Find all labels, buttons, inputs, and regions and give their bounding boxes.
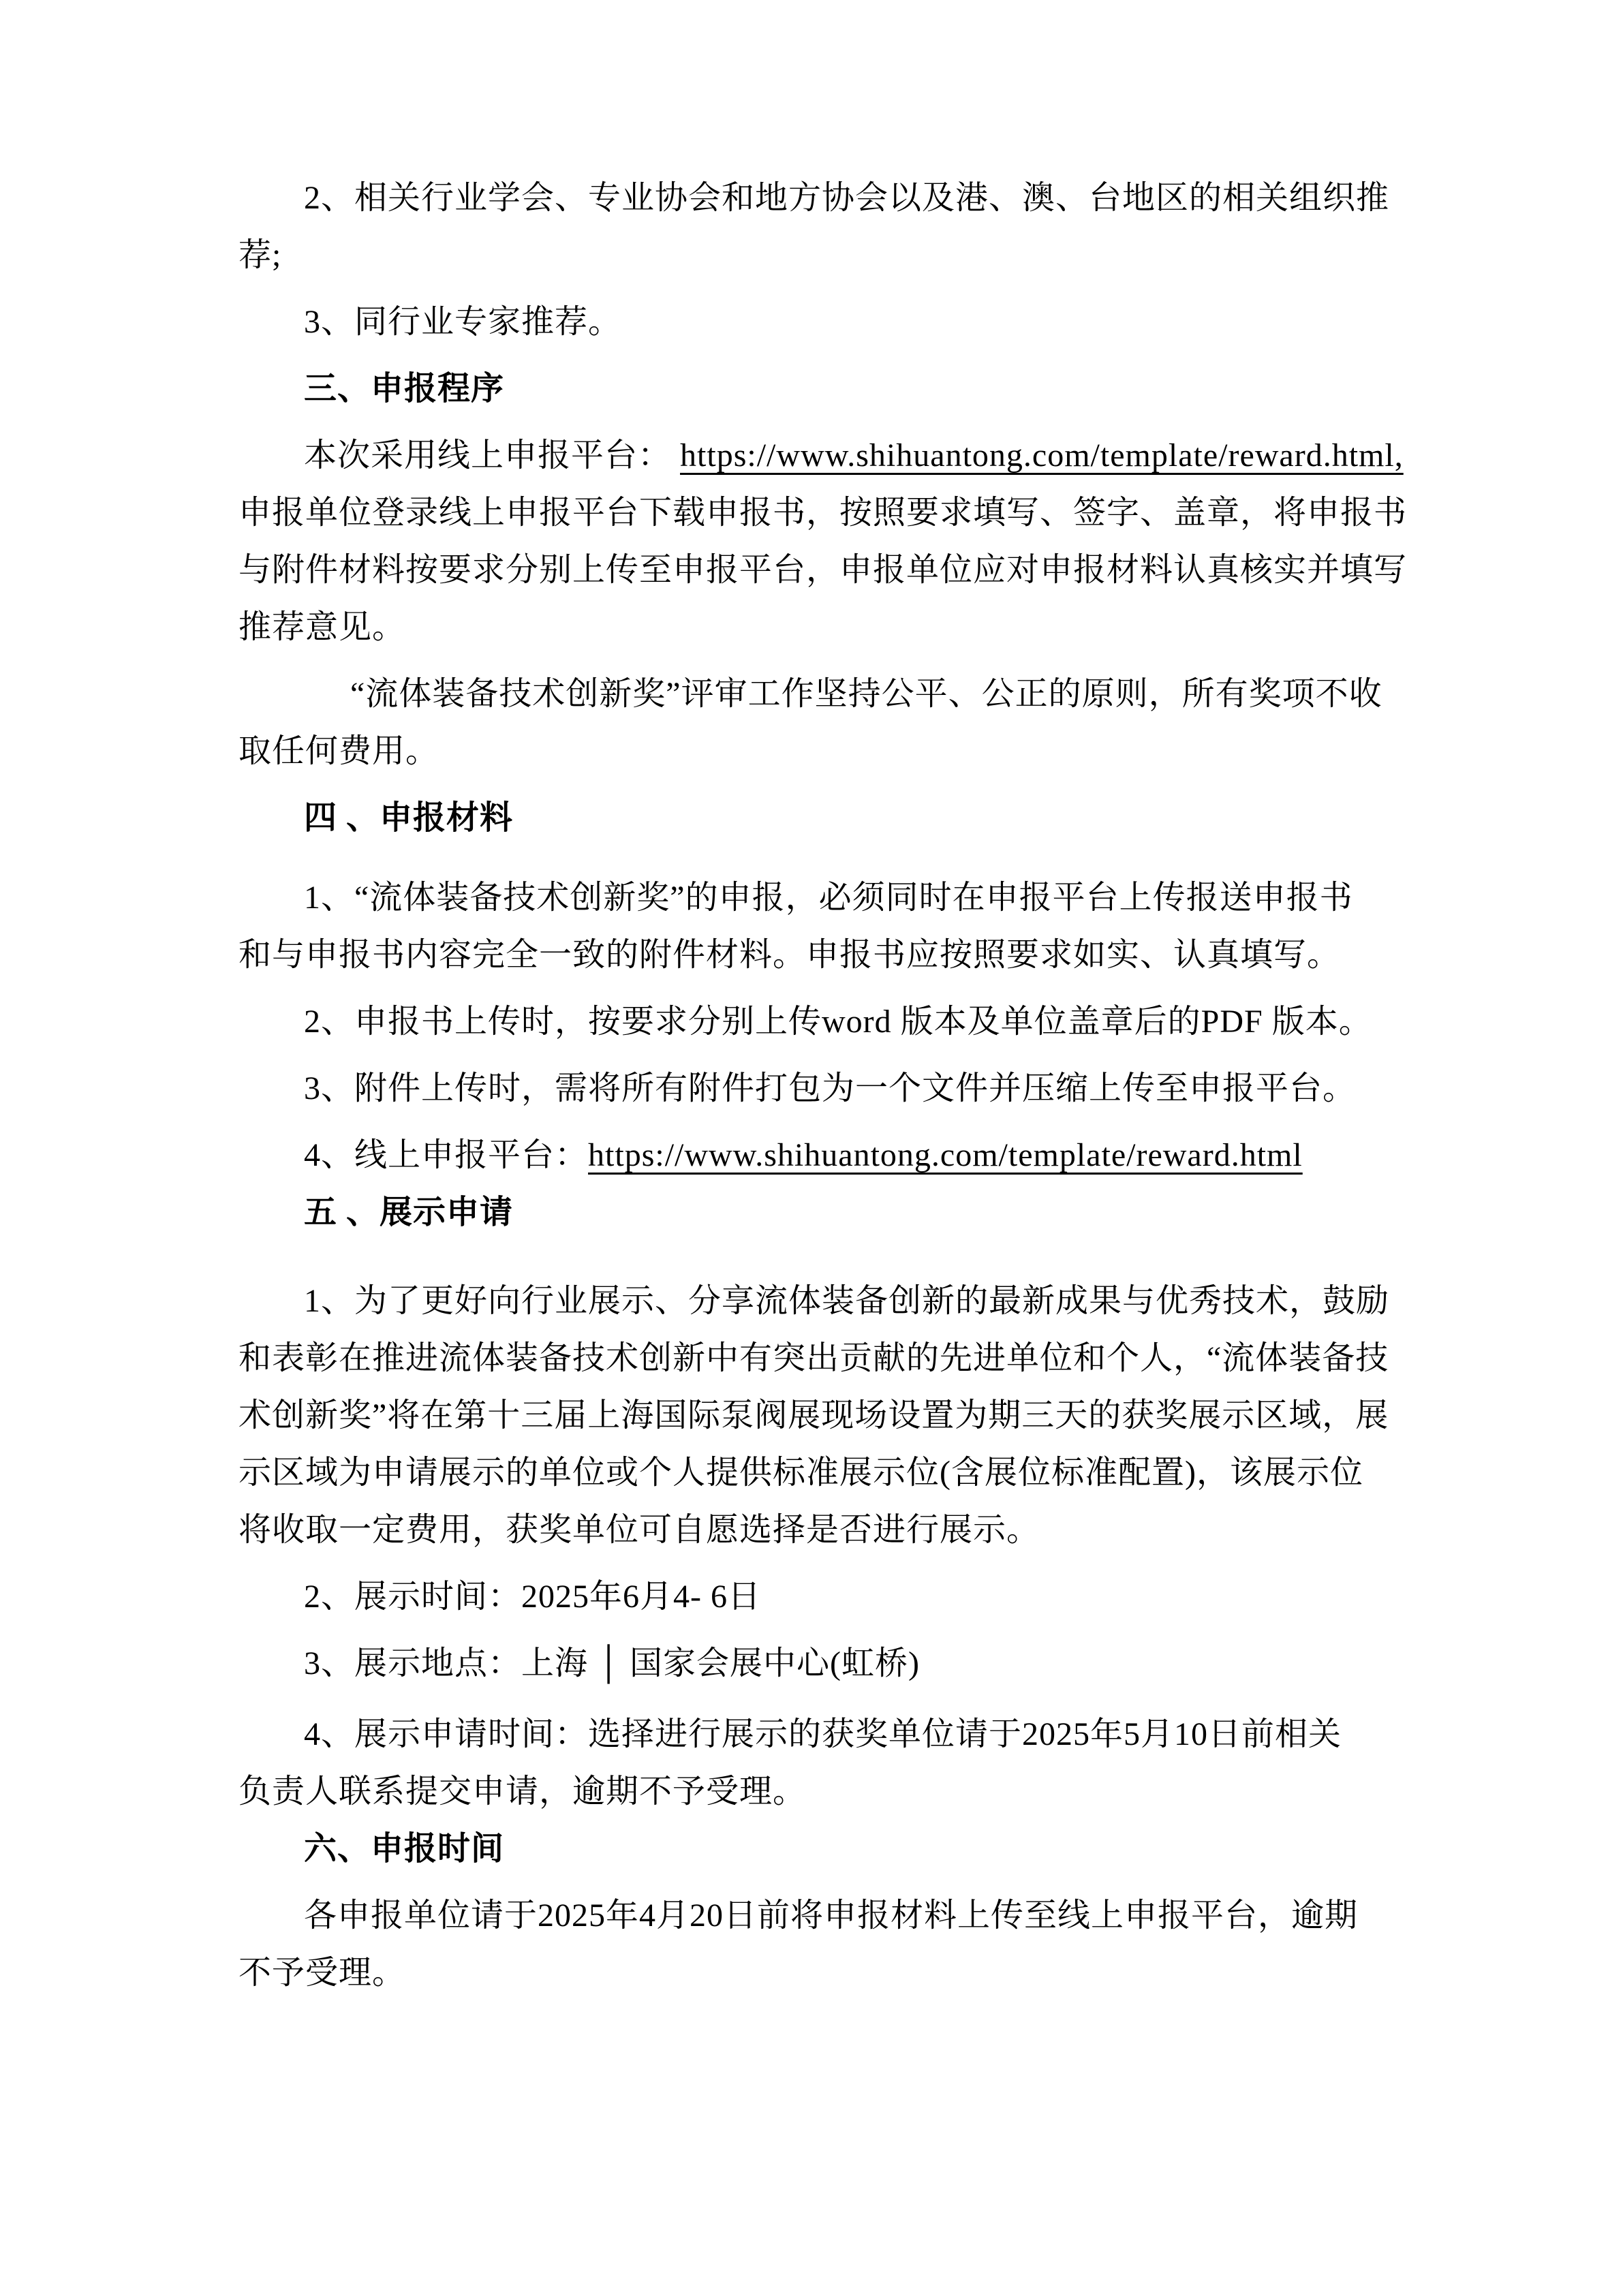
text-segment: 荐;: [238, 237, 282, 273]
text-line: [238, 170, 1421, 227]
text-line: [238, 1330, 1421, 1387]
text-segment: 推荐意见。: [238, 609, 406, 645]
text-line: [238, 1387, 1421, 1444]
text-line: [238, 1706, 1421, 1763]
paragraph: [238, 1706, 1421, 1820]
text-line: [238, 1635, 1421, 1692]
text-segment: 4、展示申请时间：选择进行展示的获奖单位请于2025年5月10日前相关: [304, 1716, 1342, 1752]
text-line: [238, 869, 1421, 927]
text-segment: 和与申报书内容完全一致的附件材料。申报书应按照要求如实、认真填写。: [238, 937, 1341, 973]
text-segment: 本次采用线上申报平台：: [304, 437, 681, 474]
section-heading: [238, 1184, 1421, 1241]
text-line: [238, 1127, 1421, 1184]
text-line: [238, 599, 1421, 656]
text-segment: 与附件材料按要求分别上传至申报平台，申报单位应对申报材料认真核实并填写: [238, 552, 1408, 588]
text-segment: 和表彰在推进流体装备技术创新中有突出贡献的先进单位和个人，“流体装备技: [238, 1340, 1389, 1376]
text-line: [238, 294, 1421, 351]
text-line: [238, 1273, 1421, 1330]
text-segment: 1、“流体装备技术创新奖”的申报，必须同时在申报平台上传报送申报书: [304, 880, 1353, 916]
text-line: [238, 927, 1421, 984]
text-segment: 2、申报书上传时，按要求分别上传word 版本及单位盖章后的PDF 版本。: [304, 1004, 1372, 1040]
text-line: [238, 427, 1421, 484]
text-line: [238, 1502, 1421, 1559]
paragraph: [238, 869, 1421, 984]
text-line: [238, 1944, 1421, 2002]
heading-line: [238, 790, 1421, 847]
section-heading: [238, 1820, 1421, 1878]
text-segment: 取任何费用。: [238, 733, 439, 769]
text-segment: 1、为了更好向行业展示、分享流体装备创新的最新成果与优秀技术，鼓励: [304, 1283, 1390, 1319]
document-body: [238, 170, 1421, 2002]
text-segment: 3、展示地点：上海 │ 国家会展中心(虹桥): [304, 1645, 920, 1681]
paragraph: [238, 1127, 1421, 1184]
text-line: [238, 484, 1421, 542]
text-line: [238, 723, 1421, 780]
text-segment: 四 、申报材料: [304, 800, 514, 836]
text-segment: 术创新奖”将在第十三届上海国际泵阀展现场设置为期三天的获奖展示区域，展: [238, 1397, 1389, 1433]
text-segment: 示区域为申请展示的单位或个人提供标准展示位(含展位标准配置)，该展示位: [238, 1455, 1363, 1491]
text-segment: 三、申报程序: [304, 371, 505, 407]
text-segment: 六、申报时间: [304, 1831, 505, 1867]
url-link[interactable]: https://www.shihuantong.com/template/reward.html: [588, 1137, 1303, 1173]
heading-line: [238, 360, 1421, 418]
url-link[interactable]: https://www.shihuantong.com/template/reward.html,: [680, 437, 1404, 474]
paragraph: [238, 993, 1421, 1051]
text-segment: 4、线上申报平台：: [304, 1137, 589, 1173]
section-heading: [238, 360, 1421, 418]
text-segment: 2、展示时间：2025年6月4- 6日: [304, 1579, 761, 1615]
text-line: [238, 993, 1421, 1051]
text-segment: 不予受理。: [238, 1955, 406, 1991]
text-line: [238, 1444, 1421, 1502]
text-line: [238, 1763, 1421, 1820]
paragraph: [238, 1887, 1421, 2002]
heading-line: [238, 1820, 1421, 1878]
text-line: [238, 1568, 1421, 1626]
paragraph: [238, 427, 1421, 656]
paragraph: [238, 1060, 1421, 1117]
text-line: [238, 1887, 1421, 1944]
paragraph: [238, 666, 1421, 780]
text-segment: 五 、展示申请: [304, 1194, 514, 1230]
heading-line: [238, 1184, 1421, 1241]
text-segment: 将收取一定费用，获奖单位可自愿选择是否进行展示。: [238, 1512, 1040, 1548]
text-segment: 申报单位登录线上申报平台下载申报书，按照要求填写、签字、盖章，将申报书: [238, 495, 1408, 531]
paragraph: [238, 1568, 1421, 1626]
section-heading: [238, 790, 1421, 847]
text-segment: 负责人联系提交申请，逾期不予受理。: [238, 1773, 807, 1810]
text-segment: 3、同行业专家推荐。: [304, 304, 622, 340]
paragraph: [238, 170, 1421, 284]
paragraph: [238, 1635, 1421, 1692]
text-line: [238, 1060, 1421, 1117]
text-segment: 2、相关行业学会、专业协会和地方协会以及港、澳、台地区的相关组织推: [304, 180, 1390, 216]
text-line: [238, 666, 1421, 723]
text-segment: 各申报单位请于2025年4月20日前将申报材料上传至线上申报平台，逾期: [304, 1897, 1359, 1934]
paragraph: [238, 1273, 1421, 1559]
paragraph: [238, 294, 1421, 351]
text-segment: 3、附件上传时，需将所有附件打包为一个文件并压缩上传至申报平台。: [304, 1070, 1357, 1106]
text-line: [238, 227, 1421, 284]
text-line: [238, 542, 1421, 599]
text-segment: “流体装备技术创新奖”评审工作坚持公平、公正的原则，所有奖项不收: [350, 676, 1382, 712]
